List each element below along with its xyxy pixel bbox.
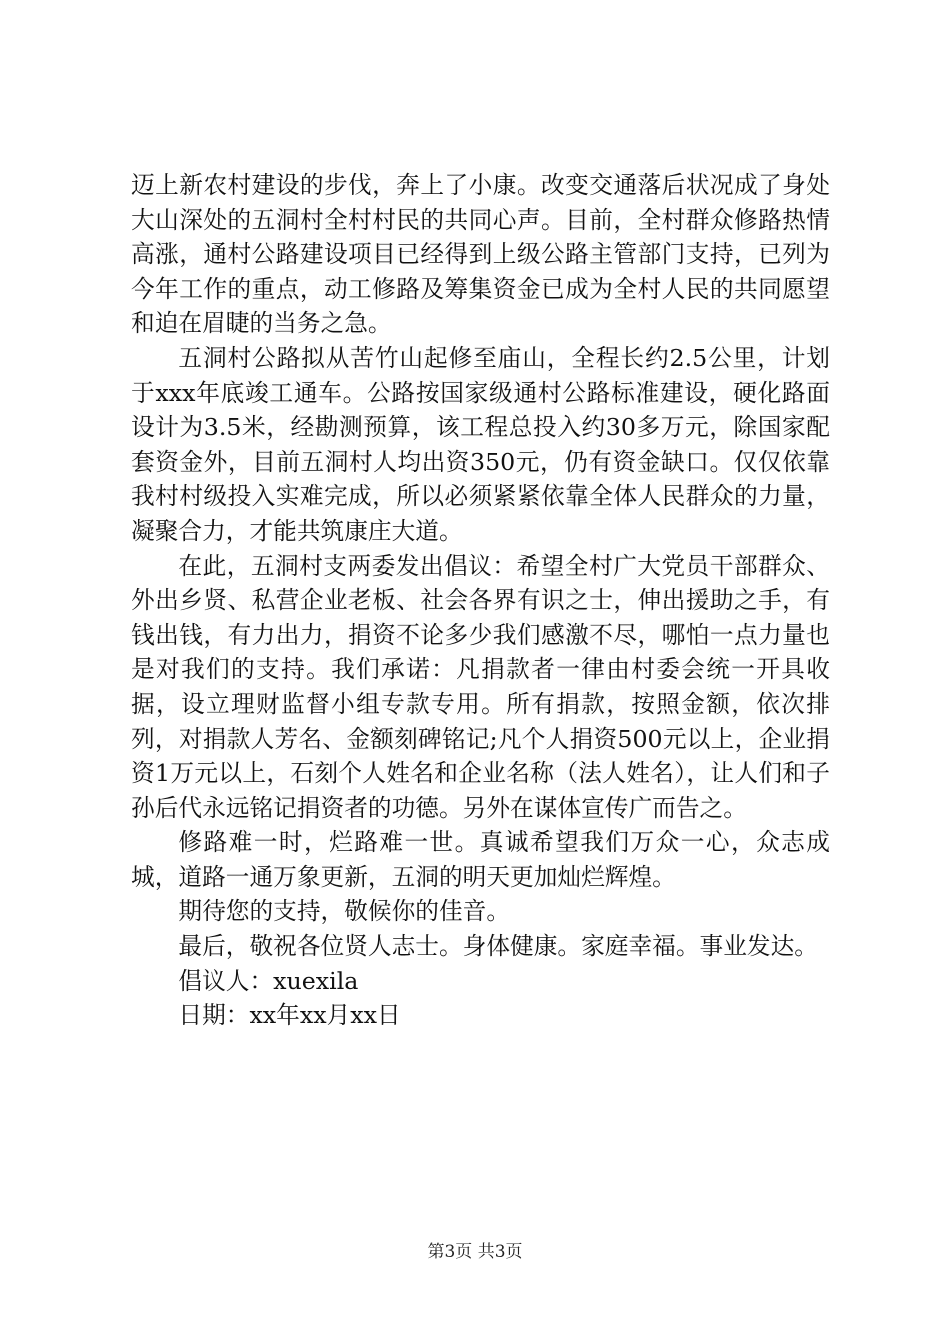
paragraph-road-plan: 五洞村公路拟从苦竹山起修至庙山，全程长约2.5公里，计划于xxx年底竣工通车。公路按国家级通村公路标准建设，硬化路面设计为3.5米，经勘测预算，该工程总投入约30多万元，除国家配套资金外，目前五洞村人均出资350元，仍有资金缺口。仅仅依靠我村村级投入实难完成，所以必须紧紧依靠全体人民群众的力量，凝聚合力，才能共筑康庄大道。	[131, 343, 830, 545]
paragraph-continuation: 迈上新农村建设的步伐，奔上了小康。改变交通落后状况成了身处大山深处的五洞村全村村民的共同心声。目前，全村群众修路热情高涨，通村公路建设项目已经得到上级公路主管部门支持，已列为今年工作的重点，动工修路及筹集资金已成为全村人民的共同愿望和迫在眉睫的当务之急。	[131, 171, 830, 338]
paragraph-await-support: 期待您的支持，敬候你的佳音。	[178, 897, 511, 926]
signature-initiator: 倡议人：xuexila	[178, 966, 359, 995]
signature-date: 日期：xx年xx月xx日	[178, 1001, 401, 1030]
paragraph-initiative: 在此，五洞村支两委发出倡议：希望全村广大党员干部群众、外出乡贤、私营企业老板、社会各界有识之士，伸出援助之手，有钱出钱，有力出力，捐资不论多少我们感激不尽，哪怕一点力量也是对我们的支持。我们承诺：凡捐款者一律由村委会统一开具收据，设立理财监督小组专款专用。所有捐款，按照金额，依次排列，对捐款人芳名、金额刻碑铭记;凡个人捐资500元以上，企业捐资1万元以上，石刻个人姓名和企业名称（法人姓名），让人们和子孙后代永远铭记捐资者的功德。另外在谋体宣传广而告之。	[131, 551, 830, 822]
paragraph-hope: 修路难一时，烂路难一世。真诚希望我们万众一心，众志成城，道路一通万象更新，五洞的明天更加灿烂辉煌。	[131, 828, 830, 891]
paragraph-wishes: 最后，敬祝各位贤人志士。身体健康。家庭幸福。事业发达。	[178, 932, 818, 961]
document-body	[131, 168, 830, 1033]
page-number-footer: 第3页 共3页	[427, 1242, 523, 1262]
